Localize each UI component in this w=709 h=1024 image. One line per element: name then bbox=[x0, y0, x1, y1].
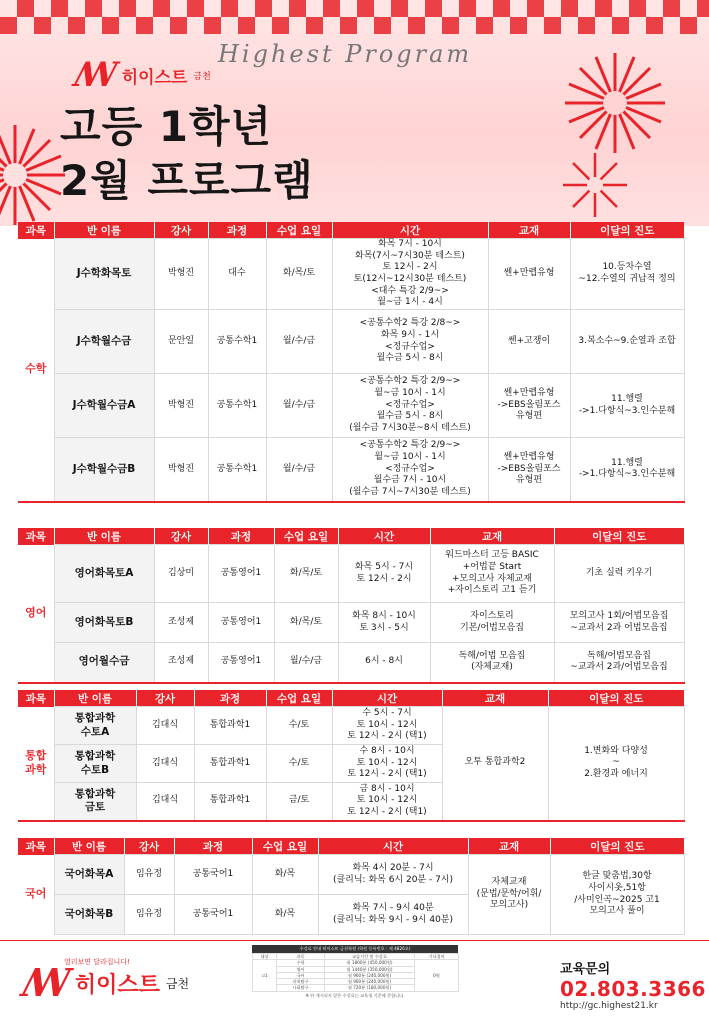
table-row bbox=[18, 310, 684, 374]
cell-line: 모의고사 풀이 bbox=[589, 906, 645, 917]
footer-brand-branch: 금천 bbox=[165, 976, 190, 991]
cell-line: 11.행렬 bbox=[611, 457, 643, 468]
col-teacher: 강사 bbox=[154, 222, 208, 239]
fee-amount: 월 960분 (240,000원) bbox=[325, 979, 415, 985]
table-row bbox=[18, 438, 684, 502]
cell-line: 화목 4시 20분 - 7시 bbox=[352, 862, 434, 873]
teacher-cell: 임유정 bbox=[124, 895, 174, 935]
cell-line: 유형편 bbox=[515, 411, 543, 422]
col-course: 과정 bbox=[194, 690, 266, 707]
cell-line: 독해/어법 모음집 bbox=[458, 650, 526, 661]
course-cell: 공통국어1 bbox=[174, 855, 252, 895]
cell-line: ->EBS올림포스 bbox=[497, 463, 561, 474]
days-cell: 월/수/금 bbox=[266, 374, 332, 438]
table-row bbox=[18, 239, 684, 310]
cell-line: 모의고사 1회/어법모음집 bbox=[569, 610, 669, 621]
cell-line: <정규수업> bbox=[385, 399, 435, 410]
cell-line: (클리닉: 화목 6시 20분 - 7시) bbox=[332, 874, 454, 885]
book-cell bbox=[488, 310, 570, 374]
cell-line: 워드마스터 고등 BASIC bbox=[445, 550, 539, 561]
progress-cell bbox=[570, 239, 684, 310]
cell-line: 화목(7시~7시30분 테스트) bbox=[355, 250, 465, 261]
cell-line: 쎈+만렙유형 bbox=[503, 268, 555, 279]
time-cell bbox=[332, 438, 488, 502]
cell-line: 토(12시~12시30분 테스트) bbox=[353, 274, 467, 285]
class-line: 통합과학 bbox=[74, 711, 116, 724]
firework-small-icon bbox=[560, 150, 630, 220]
subject-cell: 국어 bbox=[25, 887, 47, 901]
class-line: 통합과학 bbox=[74, 749, 116, 762]
cell-line: 2.환경과 에너지 bbox=[584, 769, 648, 780]
progress-cell bbox=[554, 643, 684, 683]
math-table bbox=[18, 222, 685, 503]
cell-line: +모의고사 자체교재 bbox=[452, 573, 532, 584]
fee-header: 교습시간 및 수강료 bbox=[325, 954, 415, 960]
cell-line: 토 12시 - 2시 bbox=[356, 573, 412, 584]
table-row bbox=[18, 374, 684, 438]
fee-amount: 월 720분 (180,000원) bbox=[325, 985, 415, 991]
footer-logo bbox=[22, 958, 190, 1005]
col-progress: 이달의 진도 bbox=[570, 222, 684, 239]
teacher-cell: 박형진 bbox=[154, 438, 208, 502]
cell-line: 10.등차수열 bbox=[602, 262, 652, 273]
col-days: 수업 요일 bbox=[266, 222, 332, 239]
fee-header: 과목 bbox=[277, 954, 325, 960]
col-days: 수업 요일 bbox=[266, 690, 332, 707]
days-cell: 화/목/토 bbox=[274, 545, 338, 603]
course-cell: 대수 bbox=[208, 239, 266, 310]
col-days: 수업 요일 bbox=[274, 528, 338, 545]
cell-line: 월수금 5시 - 8시 bbox=[376, 411, 444, 422]
days-cell: 월/수/금 bbox=[266, 310, 332, 374]
time-cell bbox=[332, 783, 442, 821]
fee-header: 대상 bbox=[253, 954, 277, 960]
cell-line: 1.변화와 다양성 bbox=[584, 745, 648, 756]
col-course: 과정 bbox=[174, 838, 252, 855]
cell-line: (월수금 7시30분~8시 테스트) bbox=[349, 423, 471, 434]
col-book: 교재 bbox=[442, 690, 548, 707]
cell-line: 쎈+만렙유형 bbox=[503, 388, 555, 399]
class-name-cell bbox=[54, 707, 136, 745]
col-teacher: 강사 bbox=[124, 838, 174, 855]
col-course: 과정 bbox=[208, 528, 274, 545]
col-time: 시간 bbox=[338, 528, 430, 545]
checker-pattern bbox=[0, 0, 709, 34]
firework-right-icon bbox=[560, 48, 670, 158]
cell-line: 월수금 5시 - 8시 bbox=[376, 353, 444, 364]
days-cell: 금/토 bbox=[266, 783, 332, 821]
subject-line: 통합 bbox=[25, 748, 47, 762]
time-cell bbox=[338, 643, 430, 683]
time-cell bbox=[332, 239, 488, 310]
contact-url[interactable]: http://gc.highest21.kr bbox=[560, 1001, 658, 1011]
cell-line: 사이시옷,51항 bbox=[588, 882, 646, 893]
class-name-cell: J수학월수금A bbox=[54, 374, 154, 438]
teacher-cell: 김상미 bbox=[154, 545, 208, 603]
teacher-cell: 박형진 bbox=[154, 239, 208, 310]
teacher-cell: 조성제 bbox=[154, 603, 208, 643]
col-days: 수업 요일 bbox=[252, 838, 318, 855]
cell-line: 기초 실력 키우기 bbox=[585, 567, 653, 578]
cell-line: 토 12시 - 2시 (택1) bbox=[347, 807, 427, 818]
teacher-cell: 박형진 bbox=[154, 374, 208, 438]
col-time: 시간 bbox=[332, 222, 488, 239]
english-table bbox=[18, 528, 685, 684]
cell-line: 11.행렬 bbox=[611, 393, 643, 404]
fee-subject: 과학탐구 bbox=[277, 979, 325, 985]
cell-line: 쎈+고쟁이 bbox=[507, 335, 551, 346]
days-cell: 수/토 bbox=[266, 707, 332, 745]
cell-line: 토 3시 - 5시 bbox=[359, 622, 409, 633]
fee-target: 고1 bbox=[253, 960, 277, 991]
progress-cell bbox=[548, 707, 684, 821]
science-table bbox=[18, 690, 685, 822]
cell-line: 자이스토리 bbox=[470, 610, 514, 621]
time-cell bbox=[318, 895, 468, 935]
col-teacher: 강사 bbox=[154, 528, 208, 545]
cell-line: (클리닉: 화목 9시 - 9시 40분) bbox=[332, 914, 454, 925]
col-time: 시간 bbox=[318, 838, 468, 855]
cell-line: 오투 통합과학2 bbox=[464, 757, 526, 768]
course-cell: 통합과학1 bbox=[194, 745, 266, 783]
class-name-cell: J수학월수금B bbox=[54, 438, 154, 502]
subject-line: 과학 bbox=[25, 763, 47, 776]
days-cell: 화/목 bbox=[252, 855, 318, 895]
class-line: 금토 bbox=[84, 801, 106, 814]
footer-brand-name: 히이스트 bbox=[74, 972, 160, 998]
time-cell bbox=[318, 855, 468, 895]
cell-line: ->1.다항식~3.인수분해 bbox=[578, 469, 676, 480]
footer-divider bbox=[0, 940, 709, 941]
book-cell bbox=[488, 374, 570, 438]
class-name-cell: 국어화목A bbox=[54, 855, 124, 895]
fee-amount: 월 960분 (240,000원) bbox=[325, 972, 415, 978]
cell-line: (자체교재) bbox=[471, 662, 513, 673]
book-cell bbox=[442, 707, 548, 821]
cell-line: 월~금 1시 - 4시 bbox=[377, 297, 443, 308]
cell-line: <공통수학2 특강 2/8~> bbox=[359, 318, 461, 329]
col-progress: 이달의 진도 bbox=[554, 528, 684, 545]
fee-amount: 월 1440분 (350,000원) bbox=[325, 966, 415, 972]
subject-cell: 수학 bbox=[25, 362, 47, 376]
cell-line: 유형편 bbox=[515, 475, 543, 486]
teacher-cell: 문안일 bbox=[154, 310, 208, 374]
cell-line: <정규수업> bbox=[385, 463, 435, 474]
progress-cell bbox=[554, 603, 684, 643]
class-name-cell: 영어화목토B bbox=[54, 603, 154, 643]
col-progress: 이달의 진도 bbox=[550, 838, 684, 855]
cell-line: 월~금 10시 - 1시 bbox=[374, 451, 446, 462]
korean-section bbox=[18, 838, 684, 935]
fee-subject: 국어 bbox=[277, 972, 325, 978]
table-row bbox=[18, 855, 684, 895]
col-time: 시간 bbox=[332, 690, 442, 707]
title-line-2: 2월 프로그램 bbox=[60, 156, 314, 205]
class-name-cell: 국어화목B bbox=[54, 895, 124, 935]
cell-line: 화목 7시 - 9시 40분 bbox=[352, 902, 434, 913]
fee-subject: 수학 bbox=[277, 960, 325, 966]
cell-line: 독해/어법모음집 bbox=[587, 650, 651, 661]
table-row bbox=[18, 603, 684, 643]
time-cell bbox=[332, 745, 442, 783]
class-name-cell: J수학월수금 bbox=[54, 310, 154, 374]
days-cell: 월/수/금 bbox=[274, 643, 338, 683]
brand-branch: 금천 bbox=[193, 71, 211, 82]
cell-line: 화목 9시 - 1시 bbox=[380, 329, 440, 340]
cell-line: <정규수업> bbox=[385, 341, 435, 352]
cell-line: 쎈+만렙유형 bbox=[503, 451, 555, 462]
cell-line: <공통수학2 특강 2/9~> bbox=[359, 440, 461, 451]
col-class: 반 이름 bbox=[54, 528, 154, 545]
cell-line: 토 12시 - 2시 (택1) bbox=[347, 769, 427, 780]
english-header-row bbox=[18, 528, 684, 545]
title-line-1: 고등 1학년 bbox=[60, 102, 273, 151]
cell-line: 한글 맞춤법,30항 bbox=[582, 871, 652, 882]
science-header-row bbox=[18, 690, 684, 707]
course-cell: 공통영어1 bbox=[208, 545, 274, 603]
cell-line: 토 12시 - 2시 (택1) bbox=[347, 731, 427, 742]
footer-logo-mark-icon: ꟿ bbox=[22, 960, 71, 1005]
science-section bbox=[18, 690, 684, 822]
cell-line: 화목 7시 - 10시 bbox=[378, 239, 442, 249]
cell-line: 수 8시 - 10시 bbox=[359, 745, 415, 756]
col-class: 반 이름 bbox=[54, 222, 154, 239]
cell-line: ~12.수열의 귀납적 정의 bbox=[578, 274, 676, 285]
table-row bbox=[18, 707, 684, 745]
progress-cell bbox=[550, 855, 684, 935]
progress-cell bbox=[570, 374, 684, 438]
course-cell: 통합과학1 bbox=[194, 783, 266, 821]
time-cell bbox=[338, 545, 430, 603]
class-name-cell bbox=[54, 745, 136, 783]
time-cell bbox=[332, 707, 442, 745]
cell-line: ~교과서 2과 어법모음집 bbox=[570, 622, 668, 633]
contact-label: 교육문의 bbox=[560, 962, 611, 977]
course-cell: 공통영어1 bbox=[208, 643, 274, 683]
footer-slogan: 열리보면 달라집니다! bbox=[64, 958, 130, 966]
book-cell bbox=[430, 603, 554, 643]
cell-line: 3.복소수~9.순열과 조합 bbox=[578, 335, 676, 346]
cell-line: <대수 특강 2/9~> bbox=[371, 285, 449, 296]
time-cell bbox=[338, 603, 430, 643]
table-row bbox=[18, 545, 684, 603]
col-progress: 이달의 진도 bbox=[548, 690, 684, 707]
cell-line: ~교과서 2과/어법모음집 bbox=[570, 662, 668, 673]
table-row bbox=[18, 643, 684, 683]
fee-header: 기타경비 bbox=[415, 954, 459, 960]
teacher-cell: 조성제 bbox=[154, 643, 208, 683]
fee-note: ※ 단 게시되지 않은 수강료는 교육청 기준에 준합니다. bbox=[305, 992, 405, 998]
logo-mark-icon: ꟿ bbox=[74, 55, 118, 95]
col-book: 교재 bbox=[468, 838, 550, 855]
course-cell: 통합과학1 bbox=[194, 707, 266, 745]
col-class: 반 이름 bbox=[54, 690, 136, 707]
cell-line: 월수금 7시 - 10시 bbox=[373, 475, 447, 486]
teacher-cell: 김대식 bbox=[136, 783, 194, 821]
course-cell: 공통국어1 bbox=[174, 895, 252, 935]
book-cell bbox=[468, 855, 550, 935]
cell-line: 토 10시 - 12시 bbox=[356, 719, 418, 730]
fee-subject: 영어 bbox=[277, 966, 325, 972]
contact-block bbox=[560, 958, 706, 1011]
course-cell: 공통수학1 bbox=[208, 374, 266, 438]
subject-cell bbox=[18, 707, 54, 821]
time-cell bbox=[332, 310, 488, 374]
korean-table bbox=[18, 838, 685, 935]
cell-line: +자이스토리 고1 듣기 bbox=[447, 585, 537, 596]
cell-line: 월~금 10시 - 1시 bbox=[374, 388, 446, 399]
col-course: 과정 bbox=[208, 222, 266, 239]
cell-line: <공통수학2 특강 2/9~> bbox=[359, 376, 461, 387]
teacher-cell: 김대식 bbox=[136, 707, 194, 745]
cell-line: ->EBS올림포스 bbox=[497, 399, 561, 410]
col-subject: 과목 bbox=[18, 528, 54, 545]
highest-program-script: Highest Program bbox=[218, 40, 473, 68]
course-cell: 공통영어1 bbox=[208, 603, 274, 643]
fee-table-block bbox=[252, 945, 458, 1021]
korean-header-row bbox=[18, 838, 684, 855]
days-cell: 화/목 bbox=[252, 895, 318, 935]
days-cell: 월/수/금 bbox=[266, 438, 332, 502]
class-line: 수토B bbox=[80, 763, 110, 776]
fee-subject: 사회탐구 bbox=[277, 985, 325, 991]
teacher-cell: 김대식 bbox=[136, 745, 194, 783]
class-name-cell: 영어월수금 bbox=[54, 643, 154, 683]
contact-phone[interactable]: 02.803.3366 bbox=[560, 977, 706, 1001]
book-cell bbox=[430, 643, 554, 683]
class-name-cell bbox=[54, 783, 136, 821]
cell-line: 기본/어법모음집 bbox=[460, 622, 524, 633]
brand-logo bbox=[74, 55, 211, 95]
class-name-cell: 영어화목토A bbox=[54, 545, 154, 603]
cell-line: 자체교재 bbox=[491, 876, 527, 887]
fee-amount: 월 1800분 (450,000원) bbox=[325, 960, 415, 966]
class-name-cell: J수학화목토 bbox=[54, 239, 154, 310]
col-book: 교재 bbox=[488, 222, 570, 239]
fee-caption: 수강료 안내 히이스트 금천학원 (학원 등록번호 : 제 4826호) bbox=[252, 945, 458, 953]
col-teacher: 강사 bbox=[136, 690, 194, 707]
math-section bbox=[18, 222, 684, 503]
cell-line: 화목 8시 - 10시 bbox=[352, 610, 416, 621]
col-subject: 과목 bbox=[18, 222, 54, 239]
cell-line: 모의고사) bbox=[489, 900, 529, 911]
progress-cell bbox=[554, 545, 684, 603]
book-cell bbox=[488, 438, 570, 502]
cell-line: 금 8시 - 10시 bbox=[359, 783, 415, 794]
col-book: 교재 bbox=[430, 528, 554, 545]
progress-cell bbox=[570, 438, 684, 502]
book-cell bbox=[488, 239, 570, 310]
header-banner bbox=[0, 0, 709, 226]
course-cell: 공통수학1 bbox=[208, 310, 266, 374]
cell-line: ->1.다항식~3.인수분해 bbox=[578, 405, 676, 416]
time-cell bbox=[332, 374, 488, 438]
cell-line: ~ bbox=[612, 757, 620, 768]
math-header-row bbox=[18, 222, 684, 239]
col-subject: 과목 bbox=[18, 838, 54, 855]
cell-line: (문법/문학/어휘/ bbox=[476, 888, 542, 899]
progress-cell bbox=[570, 310, 684, 374]
days-cell: 화/목/토 bbox=[274, 603, 338, 643]
days-cell: 수/토 bbox=[266, 745, 332, 783]
english-section bbox=[18, 528, 684, 684]
teacher-cell: 임유정 bbox=[124, 855, 174, 895]
cell-line: 토 10시 - 12시 bbox=[356, 757, 418, 768]
cell-line: 화목 5시 - 7시 bbox=[354, 561, 414, 572]
cell-line: 6시 - 8시 bbox=[365, 656, 403, 667]
course-cell: 공통수학1 bbox=[208, 438, 266, 502]
book-cell bbox=[430, 545, 554, 603]
cell-line: 토 12시 - 2시 bbox=[382, 262, 438, 273]
brand-name: 히이스트 bbox=[121, 67, 188, 88]
cell-line: 수 5시 - 7시 bbox=[362, 707, 412, 718]
fee-table bbox=[252, 953, 459, 992]
subject-cell: 영어 bbox=[25, 605, 47, 619]
class-line: 수토A bbox=[80, 725, 110, 738]
fee-extra: 0원 bbox=[415, 960, 459, 991]
cell-line: (월수금 7시~7시30분 테스트) bbox=[349, 486, 471, 497]
cell-line: 토 10시 - 12시 bbox=[356, 795, 418, 806]
col-class: 반 이름 bbox=[54, 838, 124, 855]
class-line: 통합과학 bbox=[74, 787, 116, 800]
cell-line: /사미인곡~2025 고1 bbox=[574, 894, 660, 905]
days-cell: 화/목/토 bbox=[266, 239, 332, 310]
col-subject: 과목 bbox=[18, 690, 54, 707]
cell-line: +어법끝 Start bbox=[462, 561, 522, 572]
